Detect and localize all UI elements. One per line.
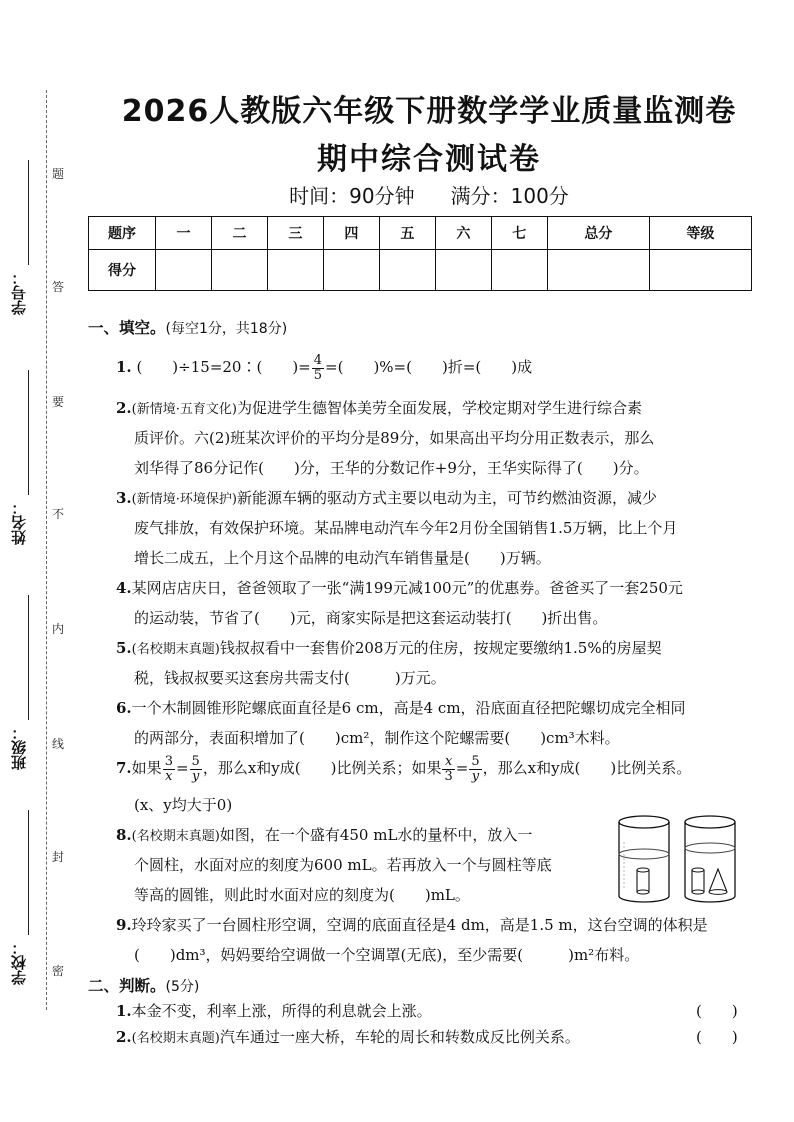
section2-note: (5分) [165,979,200,995]
score-cell[interactable] [323,250,379,291]
name-label: 姓名： [10,500,28,545]
cylinder-shape [692,870,704,892]
question-number: 6. [116,699,132,717]
question-9 [116,910,756,940]
score-header-cell: 一 [156,217,212,250]
score-cell[interactable] [435,250,491,291]
school-line[interactable] [28,810,29,935]
question-number: 8. [116,826,132,844]
seal-char: 线 [52,737,65,751]
question-1 [116,352,756,383]
question-number: 9. [116,916,132,934]
fraction-denominator: 5 [313,367,323,383]
question-text: 汽车通过一座大桥，车轮的周长和转数成反比例关系。 [219,1028,580,1046]
score-header-cell: 题序 [89,217,156,250]
fraction [442,755,454,784]
judge-item-2 [116,1022,716,1054]
question-2-line-3: 刘华得了86分记作( )分，王华的分数记作+9分，王华实际得了( )分。 [134,459,649,477]
question-number: 2. [116,1028,132,1046]
exam-info [86,180,772,209]
score-cell[interactable] [547,250,649,291]
score-table-header-row [89,217,752,250]
section1-title: 一、填空。 [88,319,166,337]
question-8 [116,820,616,852]
seal-char: 题 [52,167,65,181]
score-cell[interactable] [156,250,212,291]
question-tag: (名校期末真题) [131,642,220,657]
student-id-line[interactable] [28,160,29,265]
question-3-line-2: 废气排放，有效保护环境。某品牌电动汽车今年2月份全国销售1.5万辆，比上个月 [134,519,678,537]
measuring-cups-figure [612,812,742,908]
section1-heading [88,316,287,338]
question-tag: (名校期末真题) [131,1031,220,1046]
fraction-numerator: 3 [164,753,173,769]
question-number: 2. [116,399,132,417]
question-number: 1. [116,1002,132,1020]
score-cell[interactable] [491,250,547,291]
question-text: 一个木制圆锥形陀螺底面直径是6 cm，高是4 cm，沿底面直径把陀螺切成完全相同 [131,699,686,717]
score-row-label: 得分 [89,250,156,291]
seal-line [46,90,47,1010]
fraction [312,354,324,383]
question-tag: (名校期末真题) [131,829,220,844]
question-4 [116,573,756,603]
equals-sign: = [175,759,189,777]
score-header-cell: 总分 [547,217,649,250]
question-3 [116,483,756,515]
question-number: 1. [116,358,132,376]
score-header-cell: 等级 [649,217,751,250]
score-cell[interactable] [211,250,267,291]
score-cell[interactable] [379,250,435,291]
fraction [469,755,481,784]
score-cell[interactable] [267,250,323,291]
cup-with-cylinder-and-cone [685,816,735,902]
fraction [190,755,202,784]
student-id-label: 学号： [10,270,28,315]
question-text: 如图，在一个盛有450 mL水的量杯中，放入一 [219,826,533,844]
fraction-numerator: x [442,755,454,770]
fraction-numerator: 5 [191,753,200,769]
exam-subtitle: 期中综合测试卷 [317,142,541,177]
question-number: 5. [116,639,132,657]
question-2 [116,393,756,425]
question-number: 3. [116,489,132,507]
question-text: ( )÷15=20∶( )= [136,358,311,376]
question-text: ，那么x和y成( )比例关系。 [482,759,692,777]
question-3-line-3: 增长二成五，上个月这个品牌的电动汽车销售量是( )万辆。 [134,549,551,567]
score-header-cell: 三 [267,217,323,250]
exam-title: 2026人教版六年级下册数学学业质量监测卷 [121,94,737,129]
class-line[interactable] [28,595,29,720]
question-number: 4. [116,579,132,597]
question-4-line-2: 的运动装，节省了( )元，商家实际是把这套运动装打( )折出售。 [134,609,608,627]
question-7-line-2: (x、y均大于0) [134,796,233,814]
question-text: 新能源车辆的驱动方式主要以电动为主，可节约燃油资源，减少 [236,489,657,507]
section2-heading [88,974,199,996]
question-5 [116,633,756,665]
question-5-line-2: 税，钱叔叔要买这套房共需支付( )万元。 [134,669,446,687]
question-2-line-2: 质评价。六(2)班某次评价的平均分是89分，如果高出平均分用正数表示，那么 [134,429,655,447]
score-header-cell: 二 [211,217,267,250]
question-9-line-2: ( )dm³，妈妈要给空调做一个空调罩(无底)，至少需要( )m²布料。 [134,946,640,964]
exam-full-score: 满分：100分 [450,184,569,208]
exam-time: 时间：90分钟 [289,184,415,208]
judge-answer-box[interactable]: ( ) [696,1028,738,1046]
question-6 [116,693,756,723]
question-7 [116,750,756,786]
school-label: 学校： [10,940,28,985]
seal-char: 密 [52,964,65,978]
question-tag: (新情境·五育文化) [131,402,237,417]
fraction [163,755,175,784]
score-header-cell: 六 [435,217,491,250]
section2-title: 二、判断。 [88,977,166,995]
fraction-denominator: 3 [444,768,453,784]
fraction-denominator: y [192,768,200,784]
equals-sign: = [455,759,469,777]
score-table-score-row [89,250,752,291]
seal-char: 不 [52,507,65,521]
question-text: 本金不变，利率上涨，所得的利息就会上涨。 [131,1002,432,1020]
question-text: ，那么x和y成( )比例关系；如果 [202,759,442,777]
class-label: 班级： [10,725,28,770]
seal-char: 答 [52,280,65,294]
question-text: 如果 [131,759,162,777]
question-number: 7. [116,759,132,777]
question-8-line-3: 等高的圆锥，则此时水面对应的刻度为( )mL。 [134,886,470,904]
judge-answer-box[interactable]: ( ) [696,1002,738,1020]
fraction-denominator: y [471,768,480,784]
cone-shape [709,869,727,892]
score-header-cell: 七 [491,217,547,250]
score-table [88,216,752,291]
fraction-numerator: 5 [471,753,480,769]
cup-with-cylinder [619,816,669,902]
score-header-cell: 四 [323,217,379,250]
score-cell[interactable] [649,250,751,291]
seal-char: 内 [52,622,65,636]
name-line[interactable] [28,370,29,495]
seal-char: 封 [52,850,65,864]
question-6-line-2: 的两部分，表面积增加了( )cm²，制作这个陀螺需要( )cm³木料。 [134,729,620,747]
cylinder-shape [637,870,649,892]
question-text: 玲玲家买了一台圆柱形空调，空调的底面直径是4 dm，高是1.5 m，这台空调的体积是 [131,916,708,934]
question-text: 钱叔叔看中一套售价208万元的住房，按规定要缴纳1.5%的房屋契 [219,639,662,657]
question-tag: (新情境·环境保护) [131,492,237,507]
section1-note: (每空1分，共18分) [165,321,288,337]
seal-char: 要 [52,395,65,409]
score-header-cell: 五 [379,217,435,250]
fraction-numerator: 4 [313,352,323,368]
fraction-denominator: x [165,768,173,784]
question-text: 某网店店庆日，爸爸领取了一张“满199元减100元”的优惠券。爸爸买了一套250元 [131,579,683,597]
question-text: =( )%=( )折=( )成 [325,358,533,376]
question-8-line-2: 个圆柱，水面对应的刻度为600 mL。若再放入一个与圆柱等底 [134,856,552,874]
question-text: 为促进学生德智体美劳全面发展，学校定期对学生进行综合素 [236,399,642,417]
